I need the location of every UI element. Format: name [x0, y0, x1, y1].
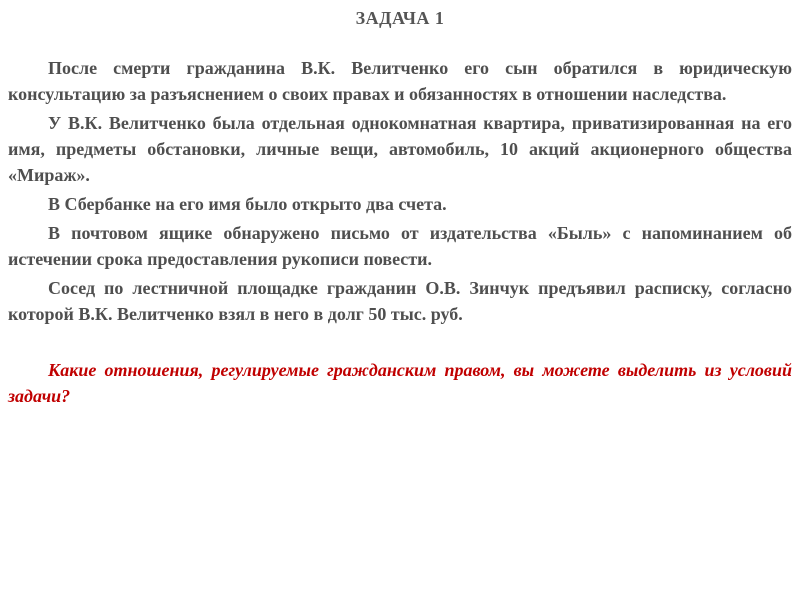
paragraph-property-list: У В.К. Велитченко была отдельная однокомнатная квартира, приватизированная на его имя, предметы обстановки, личные вещи, автомобиль, 10 акций акционерного общества «Мираж».: [8, 113, 792, 185]
task-title: ЗАДАЧА 1: [355, 8, 445, 28]
paragraph-publisher-letter: В почтовом ящике обнаружено письмо от издательства «Быль» с напоминанием об истечении срока предоставления рукописи повести.: [8, 223, 792, 269]
paragraph-neighbor-debt: Сосед по лестничной площадке гражданин О.В. Зинчук предъявил расписку, согласно которой В.К. Велитченко взял в него в долг 50 тыс. руб.: [8, 278, 792, 324]
paragraph-bank-accounts: В Сбербанке на его имя было открыто два счета.: [48, 194, 447, 214]
task-question: Какие отношения, регулируемые гражданским правом, вы можете выделить из условий задачи?: [8, 360, 792, 406]
paragraph-death-of-citizen: После смерти гражданина В.К. Велитченко его сын обратился в юридическую консультацию за разъяснением о своих правах и обязанностях в отношении наследства.: [8, 58, 792, 104]
